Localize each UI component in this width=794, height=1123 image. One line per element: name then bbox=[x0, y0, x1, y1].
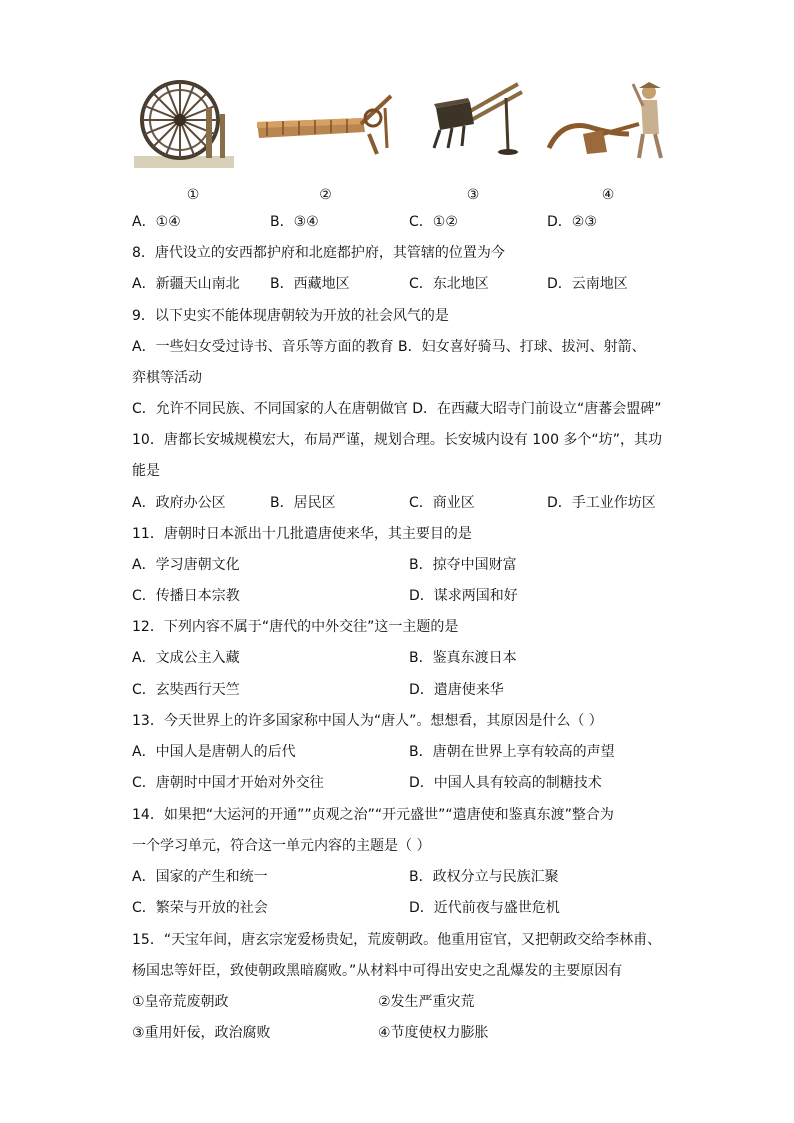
q15-stem-line1: 15．“天宝年间，唐玄宗宠爱杨贵妃，荒废朝政。他重用宦官，又把朝政交给李林甫、 bbox=[132, 932, 662, 948]
q11-option-c: C．传播日本宗教 bbox=[132, 588, 240, 604]
q10-stem-line2: 能是 bbox=[132, 463, 160, 479]
q14-option-b: B．政权分立与民族汇聚 bbox=[409, 869, 559, 885]
chain-pump-image bbox=[253, 78, 398, 170]
q15-item-2: ②发生严重灾荒 bbox=[378, 994, 475, 1010]
q12-option-b: B．鉴真东渡日本 bbox=[409, 650, 517, 666]
q10-option-c: C．商业区 bbox=[409, 495, 475, 511]
q14-stem-line1: 14．如果把“大运河的开通””贞观之治”“开元盛世”“遣唐使和鉴真东渡”整合为 bbox=[132, 807, 614, 823]
figure-4-curved-plow bbox=[543, 78, 673, 203]
q14-option-a: A．国家的产生和统一 bbox=[132, 869, 268, 885]
q14-stem-line2: 一个学习单元，符合这一单元内容的主题是（ ） bbox=[132, 838, 431, 854]
figure-2-label: ② bbox=[319, 187, 332, 203]
q9-stem: 9．以下史实不能体现唐朝较为开放的社会风气的是 bbox=[132, 308, 449, 324]
q8-option-d: D．云南地区 bbox=[547, 276, 628, 292]
q14-option-c: C．繁荣与开放的社会 bbox=[132, 900, 268, 916]
seed-drill-image bbox=[418, 78, 528, 170]
q15-item-4: ④节度使权力膨胀 bbox=[378, 1025, 489, 1041]
q15-item-1: ①皇帝荒废朝政 bbox=[132, 994, 229, 1010]
q13-option-c: C．唐朝时中国才开始对外交往 bbox=[132, 775, 324, 791]
q9-options-line2: 弈棋等活动 bbox=[132, 370, 202, 386]
q7-option-d: D．②③ bbox=[547, 214, 597, 230]
q12-option-d: D．遣唐使来华 bbox=[409, 682, 504, 698]
figure-3-seed-drill bbox=[418, 78, 528, 203]
q11-option-d: D．谋求两国和好 bbox=[409, 588, 518, 604]
q13-option-a: A．中国人是唐朝人的后代 bbox=[132, 744, 296, 760]
figure-row bbox=[128, 78, 673, 203]
q14-option-d: D．近代前夜与盛世危机 bbox=[409, 900, 560, 916]
waterwheel-image bbox=[128, 78, 238, 170]
figure-2-chain-pump bbox=[253, 78, 398, 203]
q11-option-a: A．学习唐朝文化 bbox=[132, 557, 240, 573]
q12-option-c: C．玄奘西行天竺 bbox=[132, 682, 240, 698]
q13-stem: 13．今天世界上的许多国家称中国人为“唐人”。想想看，其原因是什么（ ） bbox=[132, 713, 603, 729]
q10-stem-line1: 10．唐都长安城规模宏大，布局严谨，规划合理。长安城内设有 100 多个“坊”，其功 bbox=[132, 432, 662, 448]
q15-stem-line2: 杨国忠等奸臣，致使朝政黑暗腐败。”从材料中可得出安史之乱爆发的主要原因有 bbox=[132, 963, 623, 979]
q10-option-a: A．政府办公区 bbox=[132, 495, 226, 511]
q13-option-d: D．中国人具有较高的制糖技术 bbox=[409, 775, 602, 791]
q10-option-b: B．居民区 bbox=[270, 495, 336, 511]
q13-option-b: B．唐朝在世界上享有较高的声望 bbox=[409, 744, 615, 760]
q8-option-b: B．西藏地区 bbox=[270, 276, 350, 292]
figure-4-label: ④ bbox=[601, 187, 615, 203]
q8-stem: 8．唐代设立的安西都护府和北庭都护府，其管辖的位置为今 bbox=[132, 245, 505, 261]
figure-1-waterwheel bbox=[128, 78, 258, 203]
q8-option-c: C．东北地区 bbox=[409, 276, 489, 292]
q9-options-line1: A．一些妇女受过诗书、音乐等方面的教育 B．妇女喜好骑马、打球、拔河、射箭、 bbox=[132, 339, 646, 355]
q11-stem: 11．唐朝时日本派出十几批遣唐使来华，其主要目的是 bbox=[132, 526, 472, 542]
q15-item-3: ③重用奸佞，政治腐败 bbox=[132, 1025, 271, 1041]
q7-option-c: C．①② bbox=[409, 214, 458, 230]
q12-option-a: A．文成公主入藏 bbox=[132, 650, 240, 666]
q8-option-a: A．新疆天山南北 bbox=[132, 276, 240, 292]
q11-option-b: B．掠夺中国财富 bbox=[409, 557, 517, 573]
q12-stem: 12．下列内容不属于“唐代的中外交往”这一主题的是 bbox=[132, 619, 459, 635]
q7-option-b: B．③④ bbox=[270, 214, 319, 230]
q9-options-line3: C．允许不同民族、不同国家的人在唐朝做官 D．在西藏大昭寺门前设立“唐蕃会盟碑” bbox=[132, 401, 662, 417]
figure-1-label: ① bbox=[186, 187, 200, 203]
q7-option-a: A．①④ bbox=[132, 214, 181, 230]
curved-plow-image bbox=[543, 78, 673, 170]
figure-3-label: ③ bbox=[466, 187, 480, 203]
q10-option-d: D．手工业作坊区 bbox=[547, 495, 656, 511]
